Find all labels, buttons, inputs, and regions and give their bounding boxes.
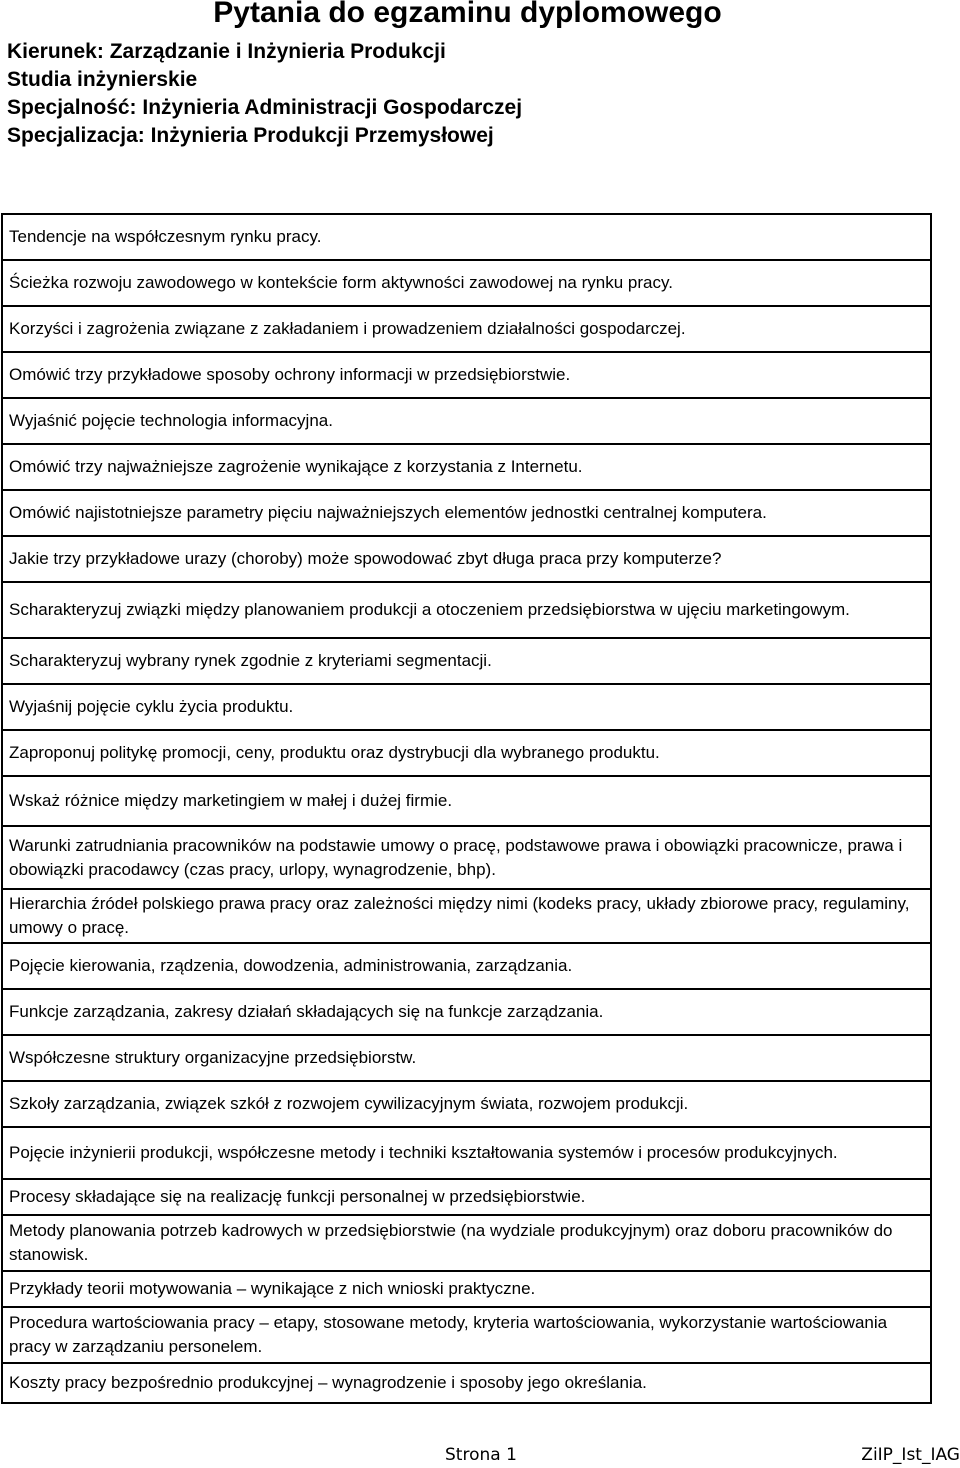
question-row (3, 1272, 930, 1308)
question-text: Wyjaśnić pojęcie technologia informacyjna. (9, 411, 333, 430)
question-text: Omówić trzy najważniejsze zagrożenie wynikające z korzystania z Internetu. (9, 457, 583, 476)
question-text: Szkoły zarządzania, związek szkół z rozwojem cywilizacyjnym świata, rozwojem produkcji. (9, 1094, 689, 1113)
question-row (3, 491, 930, 537)
question-text: Procedura wartościowania pracy – etapy, stosowane metody, kryteria wartościowania, wykorzystanie wartościowania pracy w zarządzaniu personelem. (9, 1313, 888, 1356)
question-text: Korzyści i zagrożenia związane z zakładaniem i prowadzeniem działalności gospodarczej. (9, 319, 686, 338)
question-text: Tendencje na współczesnym rynku pracy. (9, 227, 322, 246)
page-number: Strona 1 (445, 1445, 517, 1465)
question-row (3, 827, 930, 890)
question-row (3, 777, 930, 827)
question-text: Zaproponuj politykę promocji, ceny, produktu oraz dystrybucji dla wybranego produktu. (9, 743, 660, 762)
question-text: Warunki zatrudniania pracowników na podstawie umowy o pracę, podstawowe prawa i obowiązki pracownicze, prawa i obowiązki pracodawcy (czas pracy, urlopy, wynagrodzenie, bhp). (9, 835, 903, 879)
question-text: Omówić najistotniejsze parametry pięciu najważniejszych elementów jednostki centralnej komputera. (9, 503, 767, 522)
question-row (3, 1364, 930, 1404)
question-text: Funkcje zarządzania, zakresy działań składających się na funkcje zarządzania. (9, 1002, 604, 1021)
header-line-specjalizacja: Specjalizacja: Inżynieria Produkcji Przemysłowej (7, 124, 494, 147)
question-row (3, 261, 930, 307)
header-line-studia: Studia inżynierskie (7, 68, 198, 91)
question-row (3, 639, 930, 685)
question-row (3, 353, 930, 399)
question-row (3, 1216, 930, 1272)
header-line-specjalnosc: Specjalność: Inżynieria Administracji Gospodarczej (7, 96, 523, 119)
question-row (3, 944, 930, 990)
document-code: ZiIP_Ist_IAG (861, 1445, 960, 1465)
question-text: Jakie trzy przykładowe urazy (choroby) może spowodować zbyt długa praca przy komputerze? (9, 549, 722, 568)
question-row (3, 445, 930, 491)
question-row (3, 399, 930, 445)
question-row (3, 731, 930, 777)
question-text: Hierarchia źródeł polskiego prawa pracy oraz zależności między nimi (kodeks pracy, układy zbiorowe pracy, regulaminy, umowy o pracę. (9, 894, 910, 937)
question-text: Ścieżka rozwoju zawodowego w kontekście form aktywności zawodowej na rynku pracy. (9, 273, 673, 292)
document-title: Pytania do egzaminu dyplomowego (213, 0, 722, 29)
question-row (3, 537, 930, 583)
header-block (7, 38, 522, 150)
question-row (3, 1128, 930, 1180)
question-row (3, 990, 930, 1036)
question-text: Koszty pracy bezpośrednio produkcyjnej – wynagrodzenie i sposoby jego określania. (9, 1373, 647, 1392)
question-text: Wskaż różnice między marketingiem w małej i dużej firmie. (9, 791, 453, 810)
question-text: Metody planowania potrzeb kadrowych w przedsiębiorstwie (na wydziale produkcyjnym) oraz doboru pracowników do stanowisk. (9, 1221, 893, 1264)
question-row (3, 215, 930, 261)
questions-table (1, 213, 932, 1404)
question-text: Pojęcie inżynierii produkcji, współczesne metody i techniki kształtowania systemów i procesów produkcyjnych. (9, 1143, 838, 1162)
question-row (3, 307, 930, 353)
question-text: Przykłady teorii motywowania – wynikające z nich wnioski praktyczne. (9, 1279, 536, 1298)
question-row (3, 1082, 930, 1128)
question-text: Współczesne struktury organizacyjne przedsiębiorstw. (9, 1048, 417, 1067)
question-row (3, 890, 930, 944)
question-row (3, 685, 930, 731)
header-line-kierunek: Kierunek: Zarządzanie i Inżynieria Produkcji (7, 40, 446, 63)
question-text: Omówić trzy przykładowe sposoby ochrony informacji w przedsiębiorstwie. (9, 365, 571, 384)
question-row (3, 1180, 930, 1216)
question-row (3, 1036, 930, 1082)
question-text: Scharakteryzuj związki między planowaniem produkcji a otoczeniem przedsiębiorstwa w ujęciu marketingowym. (9, 600, 850, 619)
question-row (3, 583, 930, 639)
question-text: Procesy składające się na realizację funkcji personalnej w przedsiębiorstwie. (9, 1187, 586, 1206)
question-text: Pojęcie kierowania, rządzenia, dowodzenia, administrowania, zarządzania. (9, 956, 573, 975)
question-text: Scharakteryzuj wybrany rynek zgodnie z kryteriami segmentacji. (9, 651, 492, 670)
question-text: Wyjaśnij pojęcie cyklu życia produktu. (9, 697, 294, 716)
question-row (3, 1308, 930, 1364)
